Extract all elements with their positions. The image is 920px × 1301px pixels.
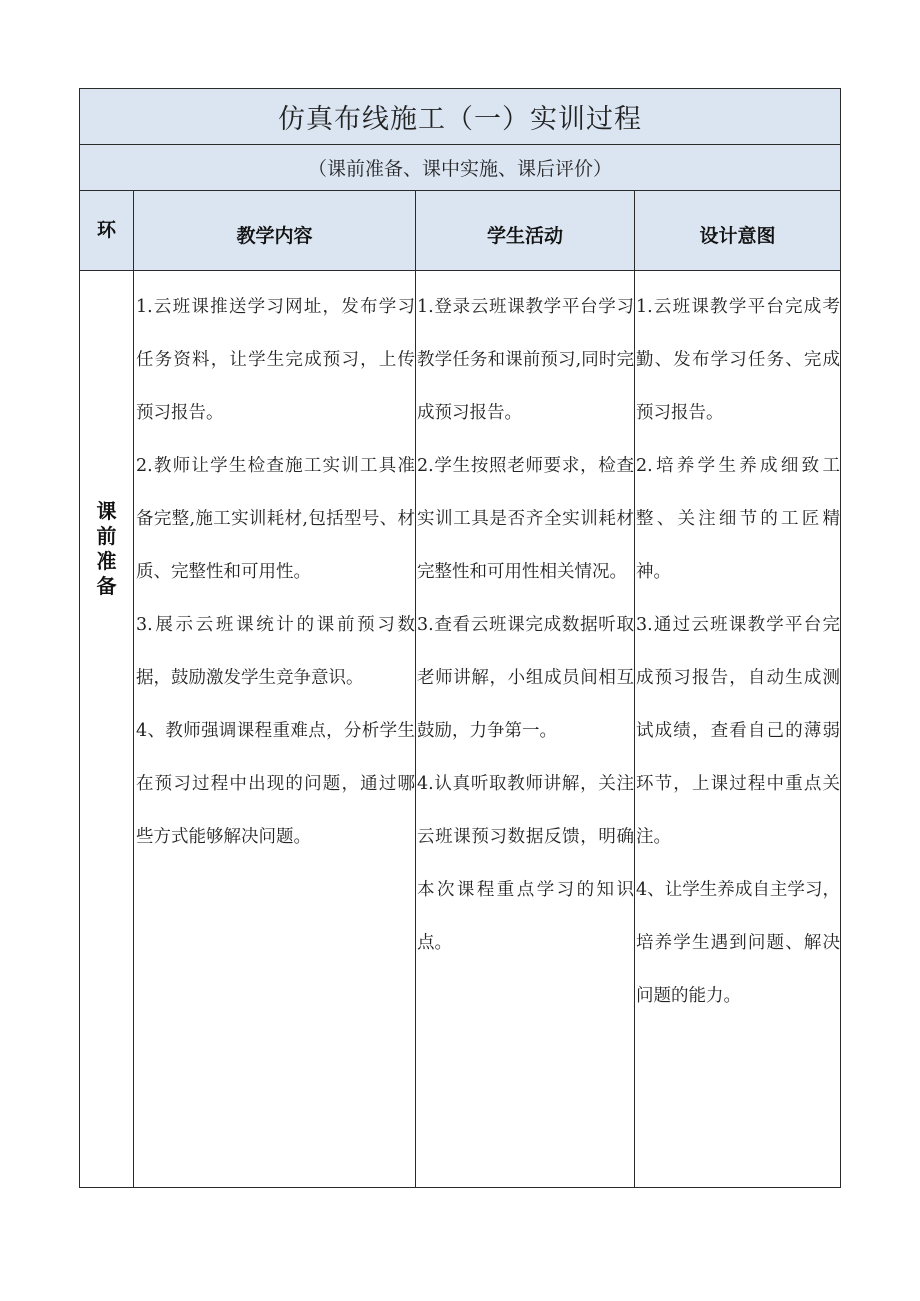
header-activity: 学生活动 xyxy=(486,225,563,247)
body-row xyxy=(80,271,840,1187)
stage-char: 备 xyxy=(96,574,117,598)
student-activity-item: 2.学生按照老师要求，检查实训工具是否齐全实训耗材完整性和可用性相关情况。 xyxy=(417,456,634,582)
header-content: 教学内容 xyxy=(236,225,313,247)
header-cell-stage xyxy=(80,191,134,270)
design-intent-item: 1.云班课教学平台完成考勤、发布学习任务、完成预习报告。 xyxy=(636,297,840,423)
design-intent-cell xyxy=(635,271,840,1187)
teaching-content-item: 1.云班课推送学习网址，发布学习任务资料，让学生完成预习，上传预习报告。 xyxy=(136,297,415,423)
stage-char: 准 xyxy=(96,549,117,573)
lesson-table xyxy=(79,88,841,1188)
design-intent-item: 3.通过云班课教学平台完成预习报告，自动生成测试成绩，查看自己的薄弱环节，上课过程中重点关注。 xyxy=(636,615,840,847)
stage-label xyxy=(80,499,133,599)
teaching-content-item: 3.展示云班课统计的课前预习数据，鼓励激发学生竞争意识。 xyxy=(136,615,415,688)
title-row xyxy=(80,89,840,145)
teaching-content-item: 4、教师强调课程重难点，分析学生在预习过程中出现的问题，通过哪些方式能够解决问题。 xyxy=(136,721,415,847)
page-subtitle: （课前准备、课中实施、课后评价） xyxy=(307,158,612,180)
header-cell-intent xyxy=(635,191,840,270)
student-activity-item: 3.查看云班课完成数据听取老师讲解，小组成员间相互鼓励，力争第一。 xyxy=(417,615,634,741)
subtitle-row xyxy=(80,145,840,191)
stage-char: 课 xyxy=(96,499,117,523)
design-intent-item: 4、让学生养成自主学习，培养学生遇到问题、解决问题的能力。 xyxy=(636,880,840,1006)
header-cell-content xyxy=(134,191,416,270)
design-intent-item: 2.培养学生养成细致工整、关注细节的工匠精神。 xyxy=(636,456,840,582)
student-activity-cell xyxy=(416,271,635,1187)
header-stage: 环 xyxy=(96,219,116,241)
header-intent: 设计意图 xyxy=(699,225,776,247)
teaching-content-cell xyxy=(134,271,416,1187)
student-activity-item: 4.认真听取教师讲解，关注云班课预习数据反馈，明确本次课程重点学习的知识点。 xyxy=(417,774,634,953)
stage-char: 前 xyxy=(96,524,117,548)
header-cell-activity xyxy=(416,191,635,270)
teaching-content-item: 2.教师让学生检查施工实训工具准备完整,施工实训耗材,包括型号、材质、完整性和可用性。 xyxy=(136,456,415,582)
header-row xyxy=(80,191,840,271)
student-activity-item: 1.登录云班课教学平台学习教学任务和课前预习,同时完成预习报告。 xyxy=(417,297,634,423)
stage-cell xyxy=(80,271,134,1187)
page-title: 仿真布线施工（一）实训过程 xyxy=(278,104,642,135)
